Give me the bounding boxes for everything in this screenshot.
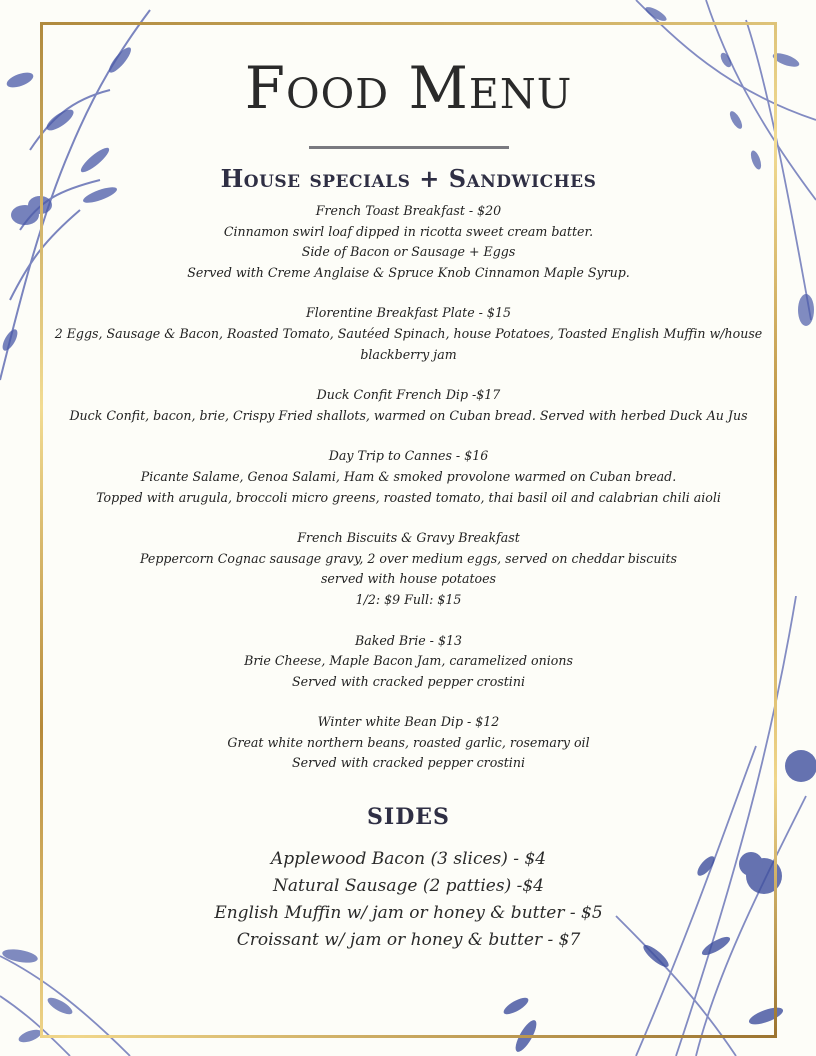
menu-item-name: French Toast Breakfast - $20 [315,203,502,218]
menu-item [44,446,773,508]
menu-item-description: Great white northern beans, roasted garlic, rosemary oil [227,734,590,750]
menu-item [44,201,773,283]
side-item: Natural Sausage (2 patties) -$4 [273,876,544,897]
menu-item-name: French Biscuits & Gravy Breakfast [297,530,520,546]
menu-item [44,385,773,426]
section-title-house-specials: House specials + Sandwiches [220,164,597,193]
menu-item-description: Brie Cheese, Maple Bacon Jam, caramelized onions [244,653,573,669]
menu-item-name: Florentine Breakfast Plate - $15 [306,305,511,321]
menu-item-description: 1/2: $9 Full: $15 [355,591,462,607]
menu-item [44,303,773,365]
menu-item-description: Served with cracked pepper crostini [292,673,525,689]
menu-item-description: Served with cracked pepper crostini [292,755,525,771]
side-item: Croissant w/ jam or honey & butter - $7 [236,930,581,951]
menu-item-description: Topped with arugula, broccoli micro greens, roasted tomato, thai basil oil and calabrian chili aioli [96,489,721,505]
side-item: Applewood Bacon (3 slices) - $4 [270,849,547,870]
menu-item-description: blackberry jam [360,346,457,362]
menu-item-description: Served with Creme Anglaise & Spruce Knob Cinnamon Maple Syrup. [187,264,630,280]
menu-item-name: Baked Brie - $13 [355,632,462,648]
menu-item-description: served with house potatoes [320,571,497,587]
menu-item [44,712,773,774]
menu-item-name: Winter white Bean Dip - $12 [317,714,500,730]
menu-item-description: Peppercorn Cognac sausage gravy, 2 over medium eggs, served on cheddar biscuits [140,550,677,566]
menu-items-list [44,201,773,774]
menu-item-description: Duck Confit, bacon, brie, Crispy Fried shallots, warmed on Cuban bread. Served with herbed Duck Au Jus [69,407,748,423]
menu-title: Food Menu [244,54,573,122]
menu-item-description: Side of Bacon or Sausage + Eggs [301,244,516,260]
menu-item [44,631,773,693]
menu-content [44,26,773,954]
sides-title: SIDES [367,804,450,831]
menu-item-description: Cinnamon swirl loaf dipped in ricotta sweet cream batter. [223,223,594,239]
side-item: English Muffin w/ jam or honey & butter - $5 [214,903,603,924]
title-divider [309,146,509,149]
menu-item-name: Day Trip to Cannes - $16 [328,448,489,464]
menu-item-description: 2 Eggs, Sausage & Bacon, Roasted Tomato, Sautéed Spinach, house Potatoes, Toasted English Muffin w/house [54,325,763,341]
menu-item-description: Picante Salame, Genoa Salami, Ham & smoked provolone warmed on Cuban bread. [140,468,677,484]
menu-item [44,528,773,610]
menu-item-name: Duck Confit French Dip -$17 [316,387,501,403]
sides-list [44,846,773,954]
